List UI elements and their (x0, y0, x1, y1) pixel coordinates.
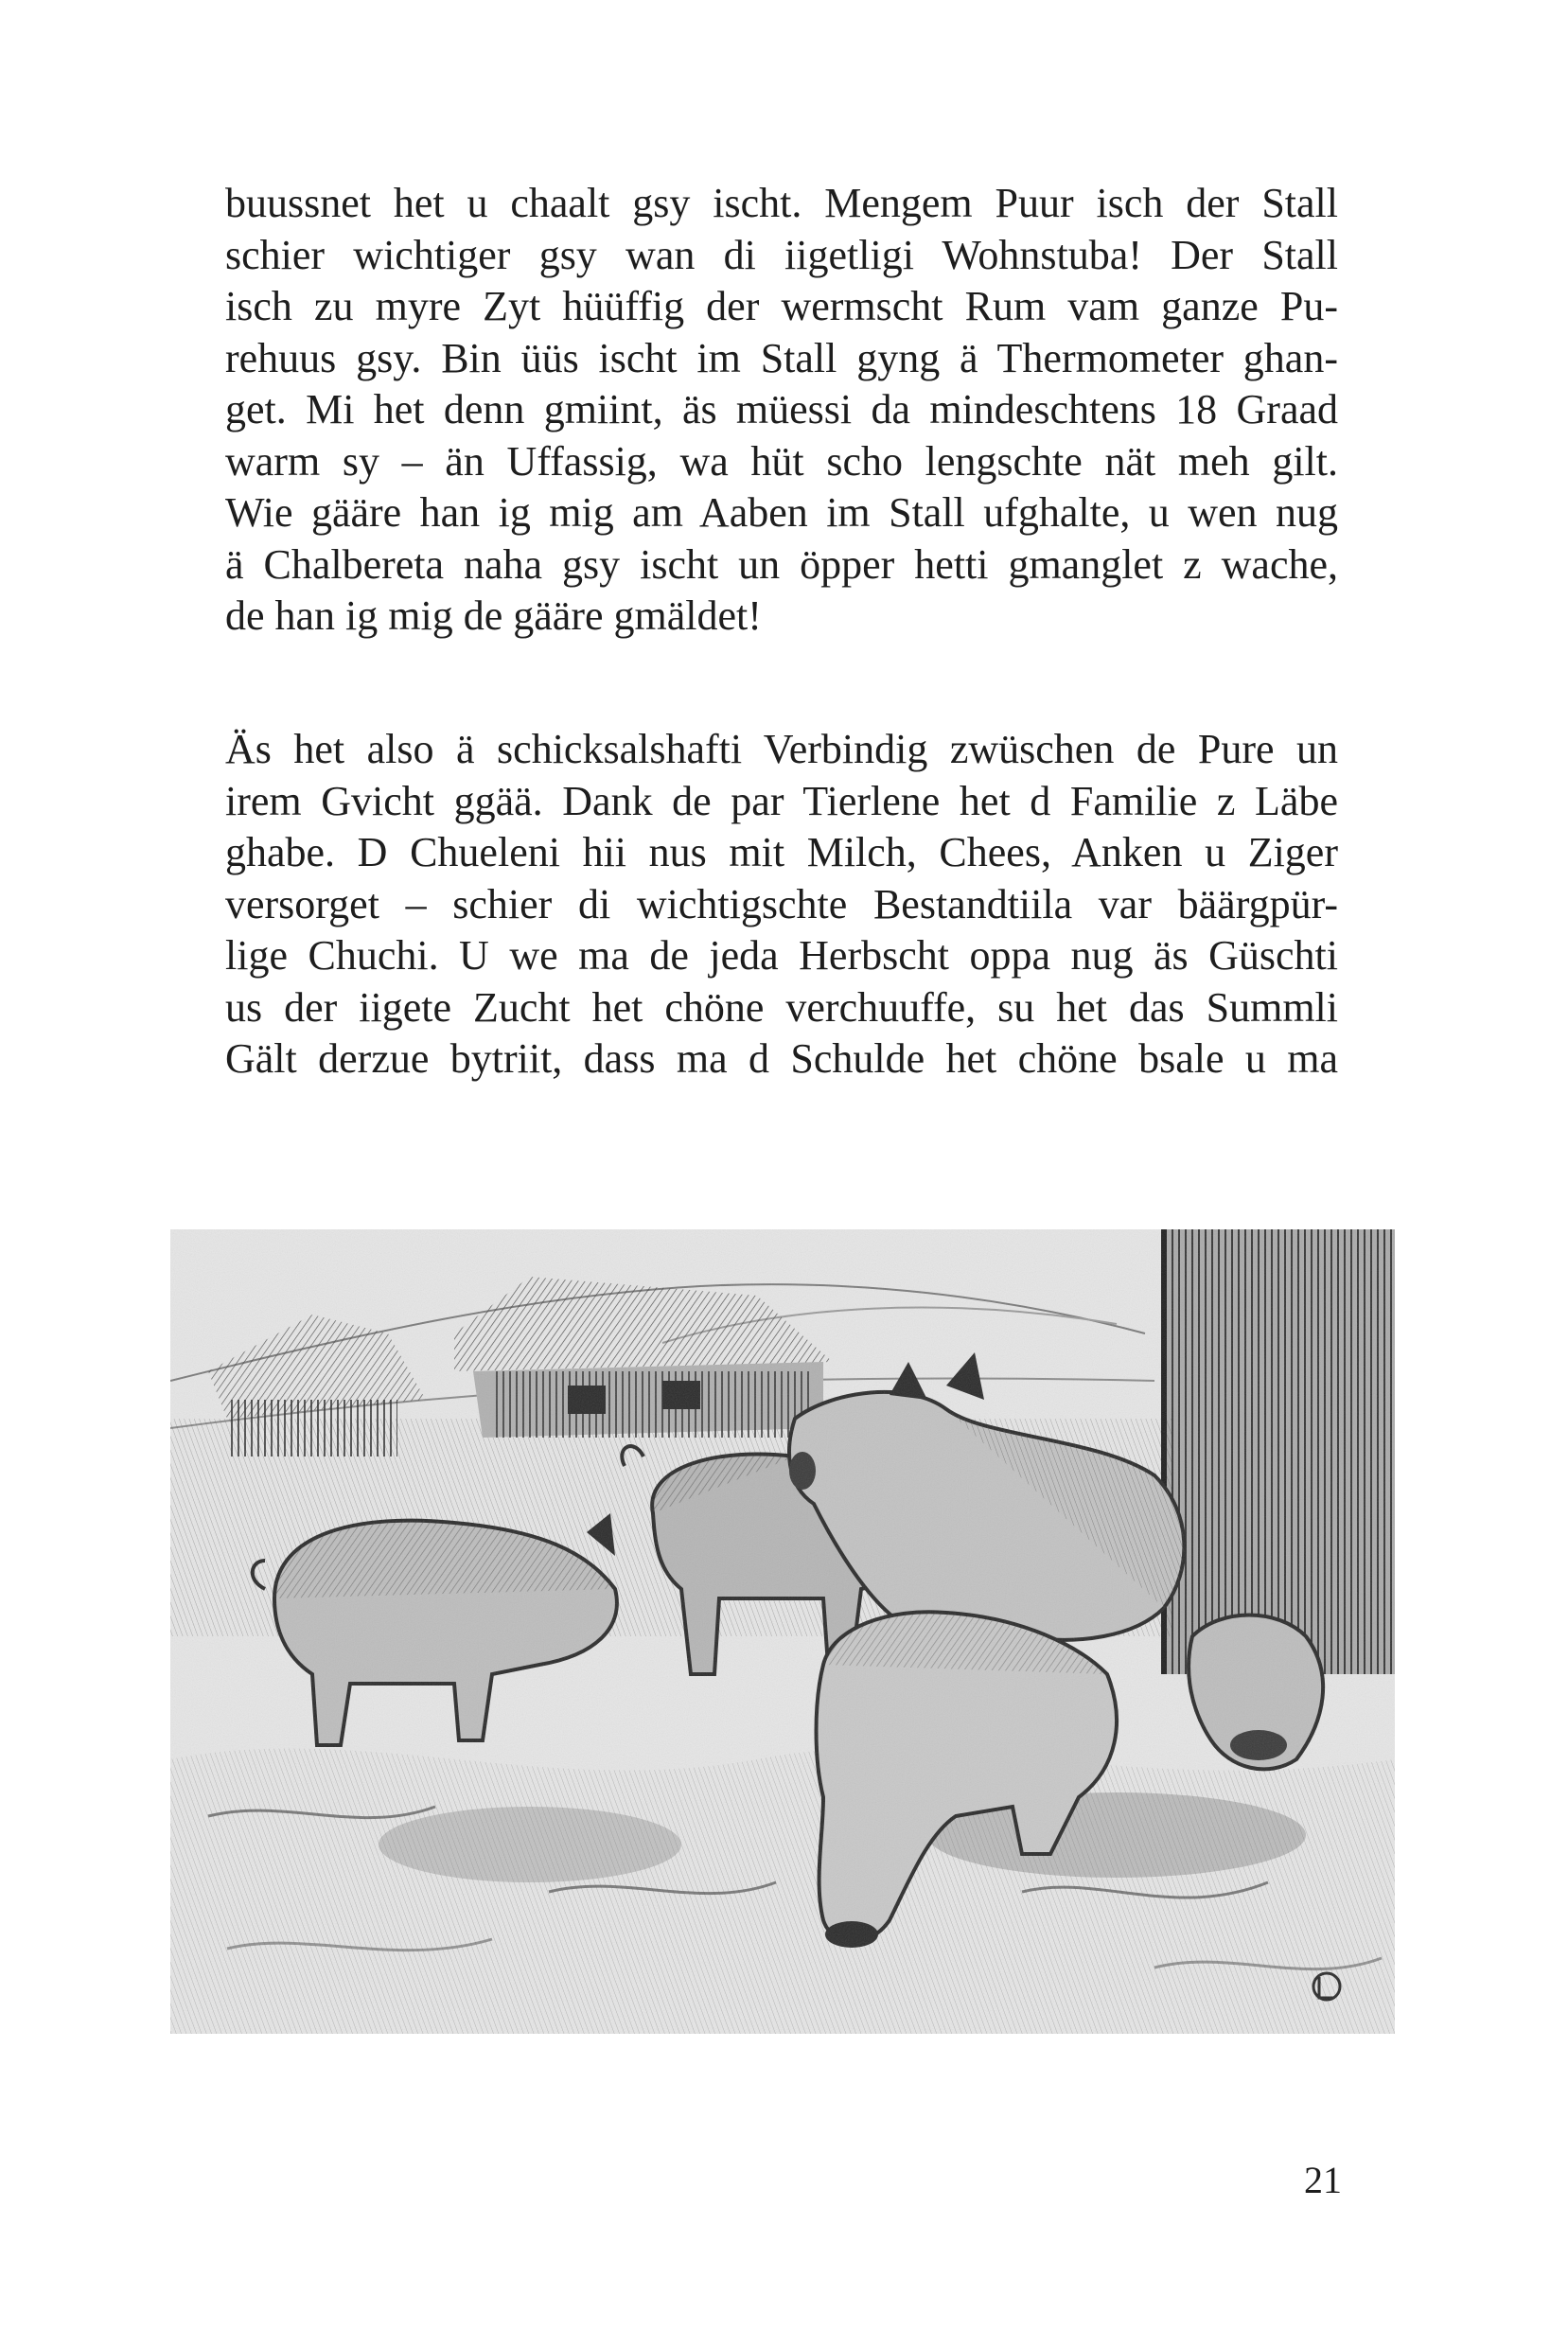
paragraph-1 (225, 178, 1338, 643)
text-line: ghabe. D Chueleni hii nus mit Milch, Chees, Anken u Ziger (225, 829, 1338, 875)
text-line: Gält derzue bytriit, dass ma d Schulde het chöne bsale u ma (225, 1035, 1338, 1082)
text-line: buussnet het u chaalt gsy ischt. Mengem Puur isch der Stall (225, 180, 1338, 226)
text-line: lige Chuchi. U we ma de jeda Herbscht oppa nug äs Güschti (225, 932, 1338, 979)
text-line: versorget – schier di wichtigschte Bestandtiila var bäärgpür- (225, 880, 1338, 927)
text-line: isch zu myre Zyt hüüffig der wermscht Rum vam ganze Pu- (225, 283, 1338, 329)
text-line: Äs het also ä schicksalshafti Verbindig zwüschen de Pure un (225, 726, 1338, 772)
text-line: us der iigete Zucht het chöne verchuuffe, su het das Summli (225, 983, 1338, 1031)
paragraph-2 (225, 724, 1338, 1086)
sketch-drawing (170, 1229, 1395, 2034)
text-line: de han ig mig de gääre gmäldet! (225, 592, 762, 639)
text-line: Wie gääre han ig mig am Aaben im Stall ufghalte, u wen nug (225, 489, 1338, 536)
text-line: ä Chalbereta naha gsy ischt un öpper hetti gmanglet z wache, (225, 540, 1338, 588)
text-line: warm sy – än Uffassig, wa hüt scho lengschte nät meh gilt. (225, 437, 1338, 485)
text-line: rehuus gsy. Bin üüs ischt im Stall gyng ä Thermometer ghan- (225, 334, 1338, 381)
page-number: 21 (1304, 2159, 1342, 2201)
text-line: get. Mi het denn gmiint, äs müessi da mindeschtens 18 Graad (225, 386, 1338, 433)
text-line: schier wichtiger gsy wan di iigetligi Wohnstuba! Der Stall (225, 231, 1338, 278)
text-line: irem Gvicht ggää. Dank de par Tierlene het d Familie z Läbe (225, 777, 1338, 824)
pencil-sketch-pigs-farmhouse-image (170, 1229, 1395, 2034)
